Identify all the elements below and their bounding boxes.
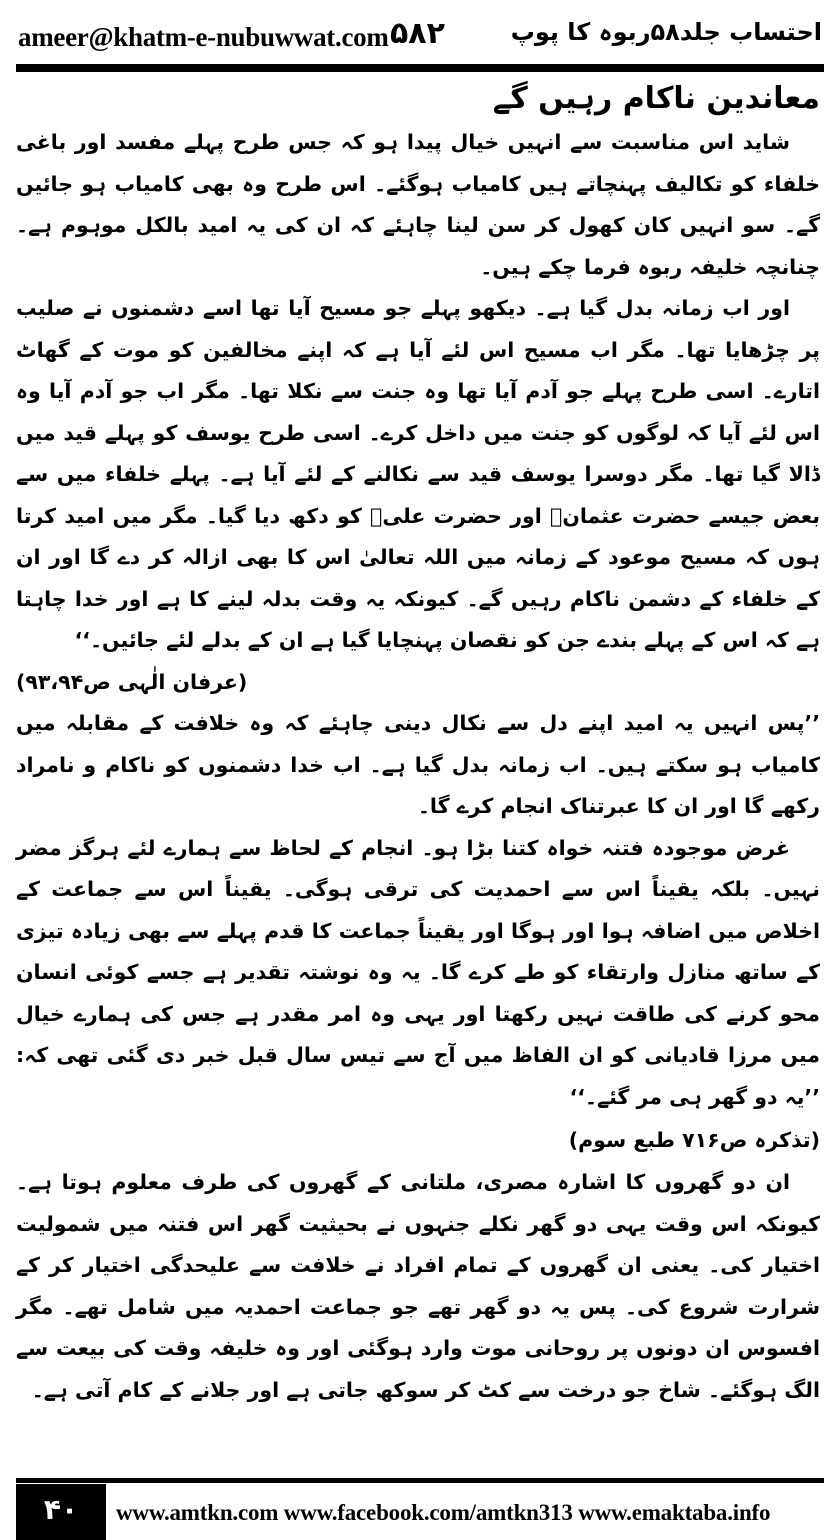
footer-rule bbox=[16, 1478, 824, 1483]
paragraph-1: شاید اس مناسبت سے انہیں خیال پیدا ہو کہ جس طرح پہلے مفسد اور باغی خلفاء کو تکالیف پہنچاتے ہیں کامیاب ہوگئے۔ اس طرح وہ بھی کامیاب ہو جائیں گے۔ سو انہیں کان کھول کر سن لینا چاہئے کہ ان کی یہ امید بالکل موہوم ہے۔ چنانچہ خلیفہ ربوہ فرما چکے ہیں۔ bbox=[16, 130, 820, 279]
header-running-title: احتساب جلد۵۸ربوہ کا پوپ bbox=[510, 18, 822, 46]
page-header bbox=[18, 14, 822, 64]
header-page-number: ۵۸۲ bbox=[390, 16, 445, 51]
footer-folio: ۴۰ bbox=[16, 1484, 106, 1540]
header-rule bbox=[16, 64, 824, 72]
citation-row-irfan bbox=[16, 662, 820, 704]
citation-tazkira: (تذکرہ ص۷۱۶ طبع سوم) bbox=[568, 1128, 820, 1152]
paragraph-4: غرض موجودہ فتنہ خواہ کتنا بڑا ہو۔ انجام کے لحاظ سے ہمارے لئے ہرگز مضر نہیں۔ بلکہ یقیناً اس سے احمدیت کی ترقی ہوگی۔ یقیناً اس سے جماعت کے اخلاص میں اضافہ ہوا اور ہوگا اور یقیناً جماعت کا قدم پہلے سے بھی زیادہ تیزی کے ساتھ منازل وارتقاء کو طے کرے گا۔ یہ وہ نوشتہ تقدیر ہے جسے کوئی انسان محو کرنے کی طاقت نہیں رکھتا اور یہی وہ امر مقدر ہے جس کی ہمارے خیال میں مرزا قادیانی کو ان الفاظ میں آج سے تیس سال قبل خبر دی گئی تھی کہ: ’’یہ دو گھر ہی مر گئے۔‘‘ bbox=[16, 835, 820, 1109]
citation-irfan: (عرفان الٰہی ص۹۳،۹۴) bbox=[16, 669, 248, 694]
body-text bbox=[16, 76, 820, 1411]
header-email[interactable]: ameer@khatm-e-nubuwwat.com bbox=[18, 22, 389, 52]
paragraph-2-quote: اور اب زمانہ بدل گیا ہے۔ دیکھو پہلے جو مسیح آیا تھا اسے دشمنوں نے صلیب پر چڑھایا تھا۔ مگر اب مسیح اس لئے آیا ہے کہ اپنے مخالفین کو موت کے گھاٹ اتارے۔ اسی طرح پہلے جو آدم آیا تھا وہ جنت سے نکلا تھا۔ مگر اب جو آدم آیا وہ اس لئے آیا کہ لوگوں کو جنت میں داخل کرے۔ اسی طرح یوسف کو پہلے قید میں ڈالا گیا تھا۔ مگر دوسرا یوسف قید سے نکالنے کے لئے آیا ہے۔ پہلے خلفاء میں سے بعض جیسے حضرت عثمانؓ اور حضرت علیؓ کو دکھ دیا گیا۔ مگر میں امید کرتا ہوں کہ مسیح موعود کے زمانہ میں اللہ تعالیٰ اس کا بھی ازالہ کر دے گا اور ان کے خلفاء کے دشمن ناکام رہیں گے۔ کیونکہ یہ وقت بدلہ لینے کا ہے اور خدا چاہتا ہے کہ اس کے پہلے بندے جن کو نقصان پہنچایا گیا ہے ان کے بدلے لئے جائیں۔‘‘ bbox=[16, 296, 820, 652]
paragraph-5: ان دو گھروں کا اشارہ مصری، ملتانی کے گھروں کی طرف معلوم ہوتا ہے۔ کیونکہ اس وقت یہی دو گھر نکلے جنہوں نے بحیثیت گھر اس فتنہ میں شمولیت اختیار کی۔ یعنی ان گھروں کے تمام افراد نے خلافت سے علیحدگی اختیار کر کے شرارت شروع کی۔ پس یہ دو گھر تھے جو جماعت احمدیہ میں شامل تھے۔ مگر افسوس ان دونوں پر روحانی موت وارد ہوگئی اور وہ خلیفہ وقت کی بیعت سے الگ ہوگئے۔ شاخ جو درخت سے کٹ کر سوکھ جاتی ہے اور جلانے کے کام آتی ہے۔ bbox=[16, 1170, 820, 1402]
footer-websites[interactable]: www.amtkn.com www.facebook.com/amtkn313 www.emaktaba.info bbox=[116, 1500, 771, 1525]
page-footer bbox=[0, 1478, 840, 1540]
section-heading: معاندین ناکام رہیں گے bbox=[492, 81, 820, 116]
paragraph-3-quote: ’’پس انہیں یہ امید اپنے دل سے نکال دینی چاہئے کہ وہ خلافت کے مقابلہ میں کامیاب ہو سکتے ہیں۔ اب زمانہ بدل گیا ہے۔ اب خدا دشمنوں کو ناکام و نامراد رکھے گا اور ان کا عبرتناک انجام کرے گا۔ bbox=[16, 711, 820, 818]
